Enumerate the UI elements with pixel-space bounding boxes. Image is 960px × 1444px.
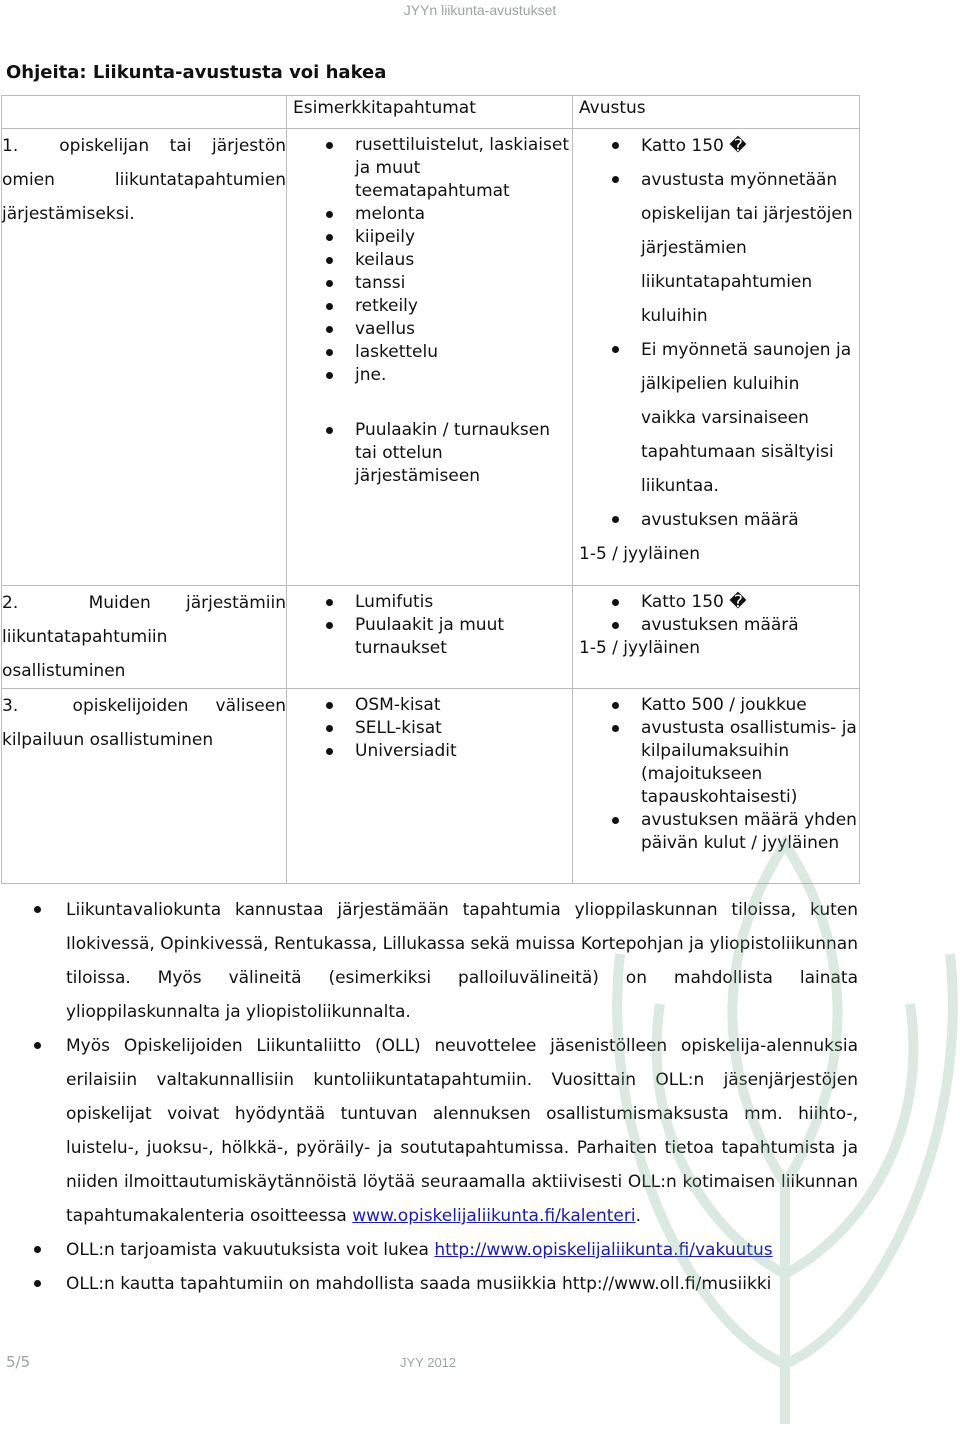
page-number: 5/5 bbox=[6, 1353, 31, 1371]
grant-amount: 1-5 / jyyläinen bbox=[579, 544, 701, 564]
list-item: Katto 150 � bbox=[573, 129, 859, 163]
list-item: retkeily bbox=[287, 295, 572, 318]
insurance-link[interactable]: http://www.opiskelijaliikunta.fi/vakuutus bbox=[434, 1240, 773, 1260]
category-cell: 2. Muiden järjestämiin liikuntatapahtumiin osallistuminen bbox=[2, 586, 287, 689]
grant-cell bbox=[573, 129, 860, 586]
list-item: SELL-kisat bbox=[287, 717, 572, 740]
list-item: avustuksen määrä bbox=[573, 614, 859, 637]
list-item: Katto 150 � bbox=[573, 591, 859, 614]
list-item: keilaus bbox=[287, 249, 572, 272]
grant-amount: 1-5 / jyyläinen bbox=[579, 638, 701, 658]
list-item: melonta bbox=[287, 203, 572, 226]
examples-cell bbox=[287, 586, 573, 689]
list-item: Puulaakit ja muut turnaukset bbox=[287, 614, 572, 660]
list-item: OLL:n kautta tapahtumiin on mahdollista saada musiikkia http://www.oll.fi/musiikki bbox=[0, 1267, 858, 1301]
list-item: avustusta myönnetään opiskelijan tai järjestöjen järjestämien liikuntatapahtumien kuluihin bbox=[573, 163, 859, 333]
page-title: Ohjeita: Liikunta-avustusta voi hakea bbox=[6, 62, 387, 83]
list-item: Lumifutis bbox=[287, 591, 572, 614]
list-item: avustusta osallistumis- ja kilpailumaksuihin (majoitukseen tapauskohtaisesti) bbox=[573, 717, 859, 809]
list-item: avustuksen määrä yhden päivän kulut / jyyläinen bbox=[573, 809, 859, 855]
list-item: kiipeily bbox=[287, 226, 572, 249]
list-item: vaellus bbox=[287, 318, 572, 341]
examples-list bbox=[287, 134, 572, 387]
column-header-examples: Esimerkkitapahtumat bbox=[287, 96, 573, 129]
list-item: OLL:n tarjoamista vakuutuksista voit lukea http://www.opiskelijaliikunta.fi/vakuutus bbox=[0, 1233, 858, 1267]
list-item: Myös Opiskelijoiden Liikuntaliitto (OLL) neuvottelee jäsenistölleen opiskelija-alennuksia erilaisiin valtakunnallisiin kuntoliikuntatapahtumiin. Vuosittain OLL:n jäsenjärjestöjen opiskelijat voivat hyödyntää tuntuvan alennuksen osallistumismaksusta mm. hiihto-, luistelu-, juoksu-, hölkkä-, pyöräily- ja soututapahtumissa. Parhaiten tietoa tapahtumista ja niiden ilmoittautumiskäytännöistä löytää seuraamalla aktiivisesti OLL:n kotimaisen liikunnan tapahtumakalenteria osoitteessa www.opiskelijaliikunta.fi/kalenteri. bbox=[0, 1029, 858, 1233]
list-item: laskettelu bbox=[287, 341, 572, 364]
list-item: OSM-kisat bbox=[287, 694, 572, 717]
list-item: Universiadit bbox=[287, 740, 572, 763]
grant-list bbox=[573, 129, 859, 537]
list-item: Liikuntavaliokunta kannustaa järjestämään tapahtumia ylioppilaskunnan tiloissa, kuten Ilokivessä, Opinkivessä, Rentukassa, Lillukassa sekä muissa Kortepohjan ja yliopistoliikunnan tiloissa. Myös välineitä (esimerkiksi palloiluvälineitä) on mahdollista lainata ylioppilaskunnalta ja yliopistoliikunnalta. bbox=[0, 893, 858, 1029]
examples-list bbox=[287, 694, 572, 763]
list-item: Katto 500 / joukkue bbox=[573, 694, 859, 717]
footer-org: JYY 2012 bbox=[400, 1355, 457, 1370]
list-item: tanssi bbox=[287, 272, 572, 295]
list-item: avustuksen määrä bbox=[573, 503, 859, 537]
grant-list bbox=[573, 591, 859, 637]
watermark-emblem bbox=[600, 804, 960, 1444]
examples-list bbox=[287, 419, 572, 488]
examples-cell bbox=[287, 129, 573, 586]
page-header: JYYn liikunta-avustukset bbox=[403, 2, 557, 18]
list-item: Puulaakin / turnauksen tai ottelun järjestämiseen bbox=[287, 419, 572, 488]
examples-cell bbox=[287, 689, 573, 884]
examples-list bbox=[287, 591, 572, 660]
column-header-grant: Avustus bbox=[573, 96, 860, 129]
grant-table bbox=[1, 95, 860, 884]
list-item: rusettiluistelut, laskiaiset ja muut teematapahtumat bbox=[287, 134, 572, 203]
calendar-link[interactable]: www.opiskelijaliikunta.fi/kalenteri bbox=[352, 1206, 636, 1226]
category-cell: 1. opiskelijan tai järjestön omien liikuntatapahtumien järjestämiseksi. bbox=[2, 129, 287, 586]
list-item: jne. bbox=[287, 364, 572, 387]
list-item: Ei myönnetä saunojen ja jälkipelien kuluihin vaikka varsinaiseen tapahtumaan sisältyisi liikuntaa. bbox=[573, 333, 859, 503]
grant-cell bbox=[573, 586, 860, 689]
category-cell: 3. opiskelijoiden väliseen kilpailuun osallistuminen bbox=[2, 689, 287, 884]
